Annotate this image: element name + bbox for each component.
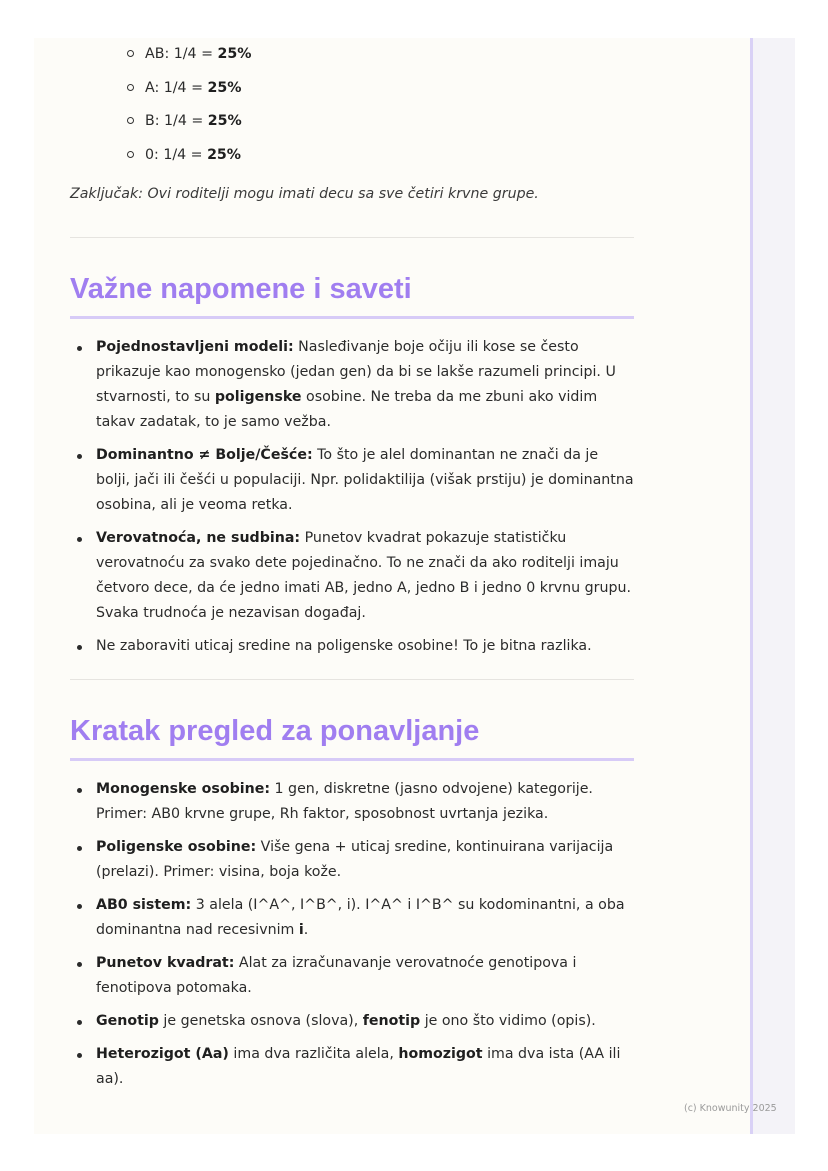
probability-item-a: A: 1/4 = 25% [127, 74, 634, 108]
probability-item-0: 0: 1/4 = 25% [127, 141, 634, 175]
list-item: Pojednostavljeni modeli: Nasleđivanje boje očiju ili kose se često prikazuje kao monogensko (jedan gen) da bi se lakše razumeli principi. U stvarnosti, to su poligenske osobine. Ne treba da me zbuni ako vidim takav zadatak, to je samo vežba. [70, 335, 634, 435]
list-item: Dominantno ≠ Bolje/Češće: To što je alel dominantan ne znači da je bolji, jači ili češći u populaciji. Npr. polidaktilija (višak prstiju) je dominantna osobina, ali je veoma retka. [70, 443, 634, 518]
page-sidebar [750, 38, 795, 1134]
list-item: Heterozigot (Aa) ima dva različita alela, homozigot ima dva ista (AA ili aa). [70, 1042, 634, 1092]
list-item: Monogenske osobine: 1 gen, diskretne (jasno odvojene) kategorije. Primer: AB0 krvne grupe, Rh faktor, sposobnost uvrtanja jezika. [70, 777, 634, 827]
section-heading-review: Kratak pregled za ponavljanje [70, 680, 634, 761]
probability-item-b: B: 1/4 = 25% [127, 107, 634, 141]
list-item: Genotip je genetska osnova (slova), fenotip je ono što vidimo (opis). [70, 1009, 634, 1034]
review-list [70, 761, 634, 1092]
list-item: AB0 sistem: 3 alela (I^A^, I^B^, i). I^A^ i I^B^ su kodominantni, a oba dominantna nad recesivnim i. [70, 893, 634, 943]
list-item: Verovatnoća, ne sudbina: Punetov kvadrat pokazuje statističku verovatnoću za svako dete pojedinačno. To ne znači da ako roditelji imaju četvoro dece, da će jedno imati AB, jedno A, jedno B i jedno 0 krvnu grupu. Svaka trudnoća je nezavisan događaj. [70, 526, 634, 626]
list-item: Ne zaboraviti uticaj sredine na poligenske osobine! To je bitna razlika. [70, 634, 634, 659]
probability-item-ab: AB: 1/4 = 25% [127, 40, 634, 74]
document-content [70, 38, 634, 1100]
list-item: Punetov kvadrat: Alat za izračunavanje verovatnoće genotipova i fenotipova potomaka. [70, 951, 634, 1001]
copyright-footer: (c) Knowunity 2025 [684, 1103, 777, 1114]
section-heading-tips: Važne napomene i saveti [70, 238, 634, 319]
probability-list [70, 38, 634, 174]
list-item: Poligenske osobine: Više gena + uticaj sredine, kontinuirana varijacija (prelazi). Primer: visina, boja kože. [70, 835, 634, 885]
tips-list [70, 319, 634, 659]
conclusion-text: Zaključak: Ovi roditelji mogu imati decu sa sve četiri krvne grupe. [70, 186, 539, 202]
